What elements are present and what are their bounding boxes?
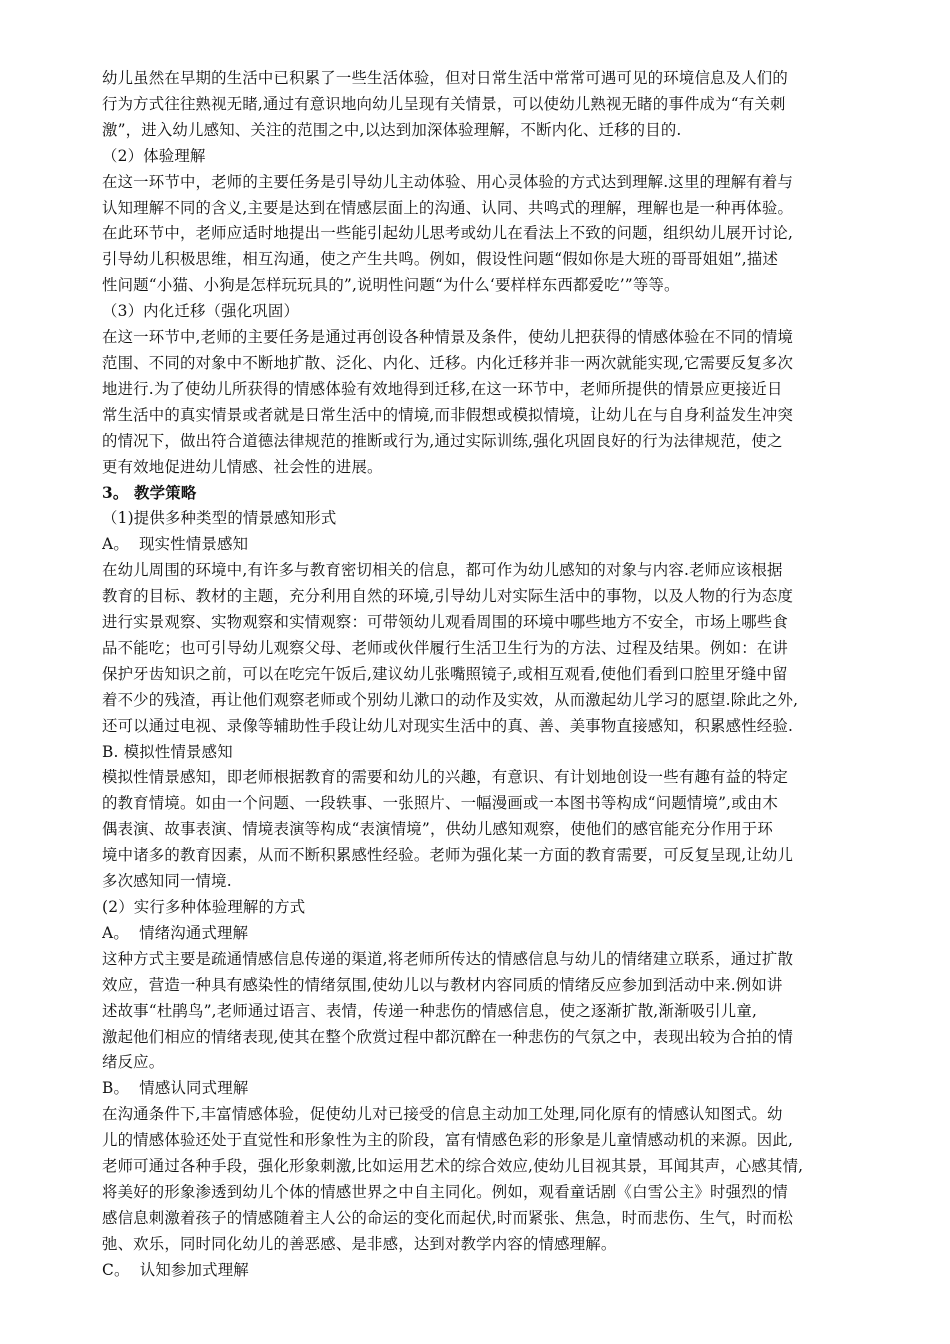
- text-line: 老师可通过各种手段，强化形象刺激,比如运用艺术的综合效应,使幼儿目视其景，耳闻其声，心感其情,: [102, 1157, 804, 1176]
- text-line: 性问题“小猫、小狗是怎样玩玩具的”,说明性问题“为什么‘要样样东西都爱吃’”等等。: [102, 276, 680, 295]
- text-line: 在这一环节中,老师的主要任务是通过再创设各种情景及条件，使幼儿把获得的情感体验在不同的情境: [102, 328, 794, 347]
- text-line: 感信息刺激着孩子的情感随着主人公的命运的变化而起伏,时而紧张、焦急，时而悲伤、生气，时而松: [102, 1208, 794, 1227]
- text-line: 行为方式往往熟视无睹,通过有意识地向幼儿呈现有关情景，可以使幼儿熟视无睹的事件成为“有关刺: [102, 94, 786, 113]
- text-line: 范围、不同的对象中不断地扩散、泛化、内化、迁移。内化迁移并非一两次就能实现,它需要反复多次: [102, 353, 794, 372]
- text-line: (2）实行多种体验理解的方式: [102, 898, 306, 916]
- text-line: 模拟性情景感知，即老师根据教育的需要和幼儿的兴趣，有意识、有计划地创设一些有趣有益的特定: [102, 768, 788, 787]
- text-line: 更有效地促进幼儿情感、社会性的进展。: [102, 457, 383, 476]
- text-line: 这种方式主要是疏通情感信息传递的渠道,将老师所传达的情感信息与幼儿的情绪建立联系，通过扩散: [102, 949, 794, 968]
- text-line: 还可以通过电视、录像等辅助性手段让幼儿对现实生活中的真、善、美事物直接感知，积累感性经验.: [102, 716, 794, 735]
- text-line: 在幼儿周围的环境中,有许多与教育密切相关的信息，都可作为幼儿感知的对象与内容.老师应该根据: [102, 561, 783, 580]
- text-line: 弛、欢乐，同时同化幼儿的善恶感、是非感，达到对教学内容的情感理解。: [102, 1234, 617, 1253]
- text-line: 激起他们相应的情绪表现,使其在整个欣赏过程中都沉醉在一种悲伤的气氛之中，表现出较为合拍的情: [102, 1027, 794, 1046]
- text-line: 将美好的形象渗透到幼儿个体的情感世界之中自主同化。例如，观看童话剧《白雪公主》时强烈的情: [102, 1182, 788, 1201]
- text-line: 偶表演、故事表演、情境表演等构成“表演情境”，供幼儿感知观察，使他们的感官能充分作用于环: [102, 820, 773, 839]
- text-line: 儿的情感体验还处于直觉性和形象性为主的阶段，富有情感色彩的形象是儿童情感动机的来源。因此,: [102, 1131, 794, 1150]
- text-line: 品不能吃；也可引导幼儿观察父母、老师或伙伴履行生活卫生行为的方法、过程及结果。例如：在讲: [102, 638, 788, 657]
- text-line: （3）内化迁移（强化巩固）: [102, 302, 300, 321]
- text-line: 在沟通条件下,丰富情感体验，促使幼儿对已接受的信息主动加工处理,同化原有的情感认知图式。幼: [102, 1105, 783, 1124]
- text-line: 境中诸多的教育因素，从而不断积累感性经验。老师为强化某一方面的教育需要，可反复呈现,让幼儿: [102, 846, 794, 865]
- text-line: 绪反应。: [102, 1053, 165, 1072]
- text-line: 的教育情境。如由一个问题、一段轶事、一张照片、一幅漫画或一本图书等构成“问题情境”,或由木: [102, 794, 779, 813]
- text-line: A。 现实性情景感知: [102, 535, 249, 554]
- text-line: 多次感知同一情境.: [102, 872, 232, 891]
- text-line: 述故事“杜鹃鸟”,老师通过语言、表情，传递一种悲伤的情感信息，使之逐渐扩散,渐渐吸引儿童,: [102, 1001, 758, 1020]
- text-line: （1)提供多种类型的情景感知形式: [102, 509, 337, 528]
- text-line: 在此环节中，老师应适时地提出一些能引起幼儿思考或幼儿在看法上不致的问题，组织幼儿展开讨论,: [102, 224, 794, 243]
- text-line: B。 情感认同式理解: [102, 1079, 249, 1098]
- text-line: 的情况下，做出符合道德法律规范的推断或行为,通过实际训练,强化巩固良好的行为法律规范，使之: [102, 431, 783, 450]
- section-heading: 3。 教学策略: [102, 483, 197, 502]
- text-line: 激”，进入幼儿感知、关注的范围之中,以达到加深体验理解，不断内化、迁移的目的.: [102, 120, 682, 139]
- text-line: 在这一环节中，老师的主要任务是引导幼儿主动体验、用心灵体验的方式达到理解.这里的理解有着与: [102, 172, 794, 191]
- text-line: 保护牙齿知识之前，可以在吃完午饭后,建议幼儿张嘴照镜子,或相互观看,使他们看到口腔里牙缝中留: [102, 664, 788, 683]
- text-line: 幼儿虽然在早期的生活中已积累了一些生活体验，但对日常生活中常常可遇可见的环境信息及人们的: [102, 69, 788, 87]
- text-line: 认知理解不同的含义,主要是达到在情感层面上的沟通、认同、共鸣式的理解，理解也是一种再体验。: [102, 198, 794, 217]
- text-line: 地进行.为了使幼儿所获得的情感体验有效地得到迁移,在这一环节中，老师所提供的情景应更接近日: [102, 379, 783, 398]
- text-line: （2）体验理解: [102, 146, 206, 165]
- text-line: 教育的目标、教材的主题，充分利用自然的环境,引导幼儿对实际生活中的事物，以及人物的行为态度: [102, 587, 794, 606]
- text-line: 进行实景观察、实物观察和实情观察：可带领幼儿观看周围的环境中哪些地方不安全，市场上哪些食: [102, 613, 788, 632]
- text-line: C。 认知参加式理解: [102, 1260, 249, 1279]
- text-line: 效应，营造一种具有感染性的情绪氛围,使幼儿以与教材内容同质的情绪反应参加到活动中来.例如讲: [102, 975, 783, 994]
- text-line: B. 模拟性情景感知: [102, 742, 233, 761]
- text-line: 常生活中的真实情景或者就是日常生活中的情境,而非假想或模拟情境，让幼儿在与自身利益发生冲突: [102, 405, 794, 424]
- text-line: 着不少的残渣，再让他们观察老师或个别幼儿漱口的动作及实效，从而激起幼儿学习的愿望.除此之外,: [102, 690, 799, 709]
- text-line: A。 情绪沟通式理解: [102, 923, 249, 942]
- text-line: 引导幼儿积极思维，相互沟通，使之产生共鸣。例如，假设性问题“假如你是大班的哥哥姐姐”,描述: [102, 250, 779, 269]
